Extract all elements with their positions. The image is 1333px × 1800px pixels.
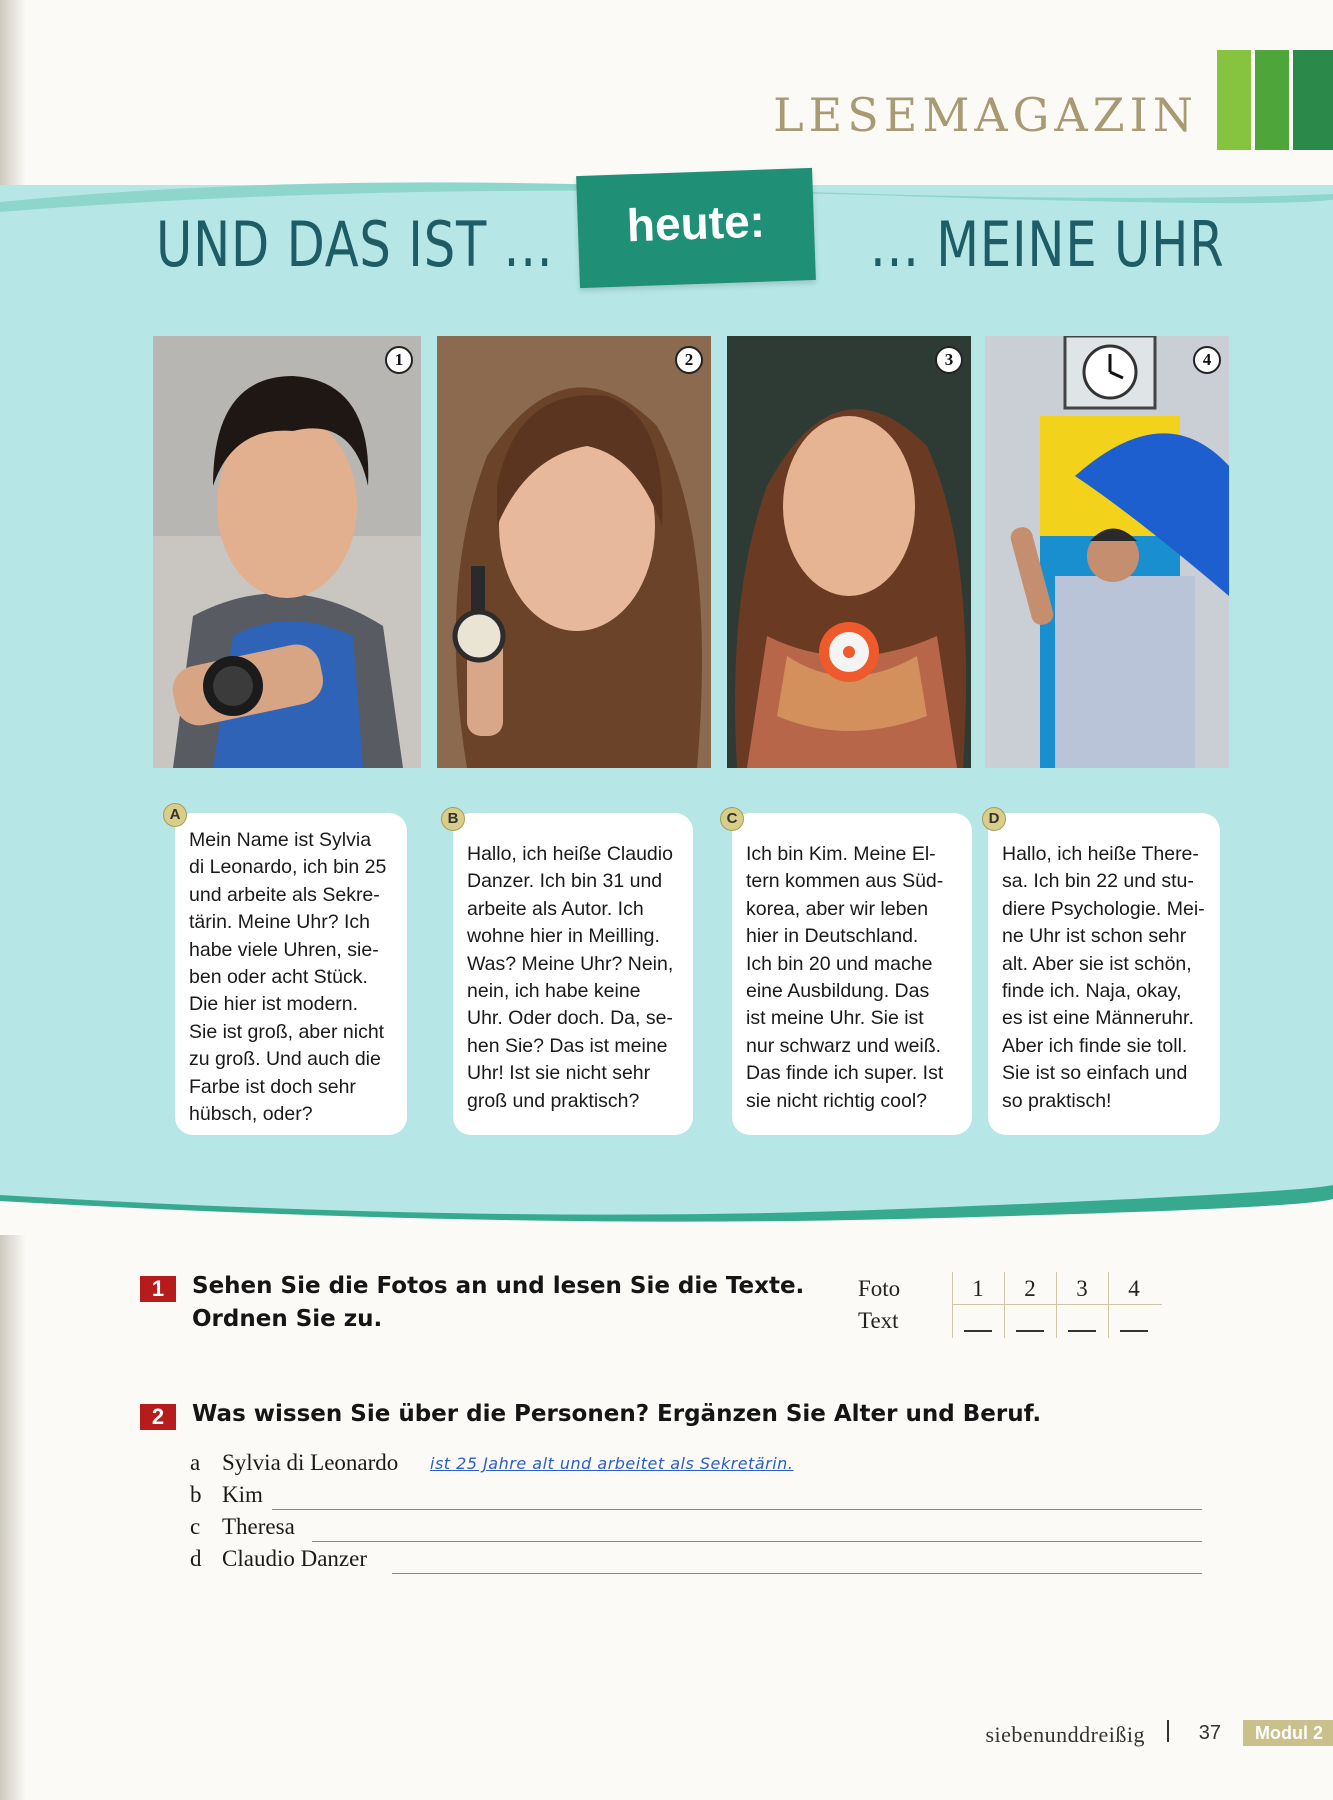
card-line: Uhr! Ist sie nicht sehr: [467, 1062, 651, 1085]
match-answer-blank[interactable]: [1120, 1330, 1148, 1332]
card-line: hen Sie? Das ist meine: [467, 1034, 668, 1057]
card-line: groß und praktisch?: [467, 1089, 640, 1112]
card-line: sie nicht richtig cool?: [746, 1089, 928, 1112]
text-card-a: [169, 806, 407, 1135]
exercise-name: Kim: [222, 1482, 263, 1507]
text-card-b: [447, 810, 693, 1135]
card-line: Uhr. Oder doch. Da, se-: [467, 1007, 673, 1030]
card-line: hübsch, oder?: [189, 1103, 313, 1126]
exercise-row-a: [190, 1450, 1202, 1482]
card-line: Sie ist so einfach und: [1002, 1062, 1188, 1085]
task-1-line-1: Sehen Sie die Fotos an und lesen Sie die Texte.: [192, 1273, 805, 1299]
panel-wave-bottom: [0, 1175, 1333, 1235]
card-letter: D: [982, 807, 1006, 831]
photo-number: 1: [385, 346, 413, 374]
match-table-photo-number: 3: [1076, 1276, 1088, 1301]
today-tag: [576, 168, 816, 288]
photo-number: 2: [675, 346, 703, 374]
text-card-d: [988, 810, 1220, 1135]
section-title: LESEMAGAZIN: [773, 88, 1198, 142]
man-with-black-watch-icon: [153, 336, 421, 768]
card-line: korea, aber wir leben: [746, 897, 929, 920]
footer-separator: [1167, 1720, 1169, 1742]
card-line: sa. Ich bin 22 und stu-: [1002, 870, 1194, 893]
card-line: arbeite als Autor. Ich: [467, 897, 644, 920]
card-line: Ich bin 20 und mache: [746, 952, 933, 975]
match-answer-blank[interactable]: [1016, 1330, 1044, 1332]
match-answer-blank[interactable]: [1068, 1330, 1096, 1332]
photo-4: [985, 336, 1229, 768]
woman-holding-watch-icon: [437, 336, 711, 768]
card-line: tern kommen aus Süd-: [746, 870, 944, 893]
card-line: Sie ist groß, aber nicht: [189, 1020, 385, 1043]
card-line: Aber ich finde sie toll.: [1002, 1034, 1188, 1057]
exercise-answer-line[interactable]: [312, 1541, 1202, 1542]
card-line: diere Psychologie. Mei-: [1002, 897, 1205, 920]
card-line: Hallo, ich heiße Claudio: [467, 843, 673, 865]
match-table-row-text: Text: [858, 1308, 899, 1333]
card-line: habe viele Uhren, sie-: [189, 938, 379, 961]
photo-number: 4: [1193, 346, 1221, 374]
match-table-photo-number: 1: [972, 1276, 984, 1301]
card-line: alt. Aber sie ist schön,: [1002, 952, 1192, 975]
card-line: Danzer. Ich bin 31 und: [467, 870, 663, 893]
module-badge: Modul 2: [1243, 1720, 1333, 1746]
exercise-answer-line[interactable]: [272, 1509, 1202, 1510]
card-letter: B: [441, 807, 465, 831]
card-line: eine Ausbildung. Das: [746, 980, 930, 1003]
match-table-photo-number: 4: [1128, 1276, 1140, 1301]
exercise-name: Claudio Danzer: [222, 1546, 367, 1571]
card-letter: C: [720, 807, 744, 831]
card-line: ben oder acht Stück.: [189, 966, 368, 989]
photo-number: 3: [935, 346, 963, 374]
exercise-letter: b: [190, 1482, 202, 1507]
card-line: Das finde ich super. Ist: [746, 1062, 944, 1085]
photo-1: [153, 336, 421, 768]
page-number: 37: [1198, 1722, 1221, 1744]
task-1-instruction: [192, 1270, 804, 1336]
card-line: tärin. Meine Uhr? Ich: [189, 911, 370, 934]
card-line: di Leonardo, ich bin 25: [189, 856, 387, 879]
match-table-divider: [952, 1304, 1162, 1305]
card-line: so praktisch!: [1002, 1089, 1112, 1112]
exercise-letter: a: [190, 1450, 201, 1475]
card-line: finde ich. Naja, okay,: [1002, 980, 1182, 1003]
card-line: ist meine Uhr. Sie ist: [746, 1007, 924, 1030]
card-line: Die hier ist modern.: [189, 993, 359, 1016]
header-accent-bar: [1293, 50, 1333, 150]
match-answer-blank[interactable]: [964, 1330, 992, 1332]
exercise-name: Theresa: [222, 1514, 295, 1539]
page-number-word: siebenunddreißig: [985, 1722, 1145, 1747]
card-line: ne Uhr ist schon sehr: [1002, 925, 1187, 948]
card-line: Was? Meine Uhr? Nein,: [467, 952, 674, 975]
task-2-number: 2: [140, 1404, 176, 1430]
today-tag-text: heute:: [625, 194, 766, 252]
task-1-line-2: Ordnen Sie zu.: [192, 1306, 383, 1332]
task-2-instruction: Was wissen Sie über die Personen? Ergänzen Sie Alter und Beruf.: [192, 1401, 1042, 1427]
match-table-row-foto: Foto: [858, 1276, 901, 1301]
card-line: Farbe ist doch sehr: [189, 1075, 356, 1098]
headline-left: UND DAS IST ...: [156, 208, 554, 281]
card-line: und arbeite als Sekre-: [189, 883, 380, 906]
match-table-photo-number: 2: [1024, 1276, 1036, 1301]
card-line: Hallo, ich heiße There-: [1002, 843, 1199, 865]
card-line: hier in Deutschland.: [746, 925, 919, 948]
card-line: es ist eine Männeruhr.: [1002, 1007, 1194, 1030]
man-with-umbrella-and-clock-column-icon: [985, 336, 1229, 768]
card-line: wohne hier in Meilling.: [467, 925, 660, 948]
exercise-letter: c: [190, 1514, 201, 1539]
card-line: nur schwarz und weiß.: [746, 1034, 942, 1057]
exercise-row-d: [190, 1546, 1202, 1578]
exercise-row-c: [190, 1514, 1202, 1546]
photo-3: [727, 336, 971, 768]
card-line: Ich bin Kim. Meine El-: [746, 843, 936, 865]
woman-holding-orange-watch-icon: [727, 336, 971, 768]
card-line: zu groß. Und auch die: [189, 1048, 381, 1071]
exercise-answer[interactable]: ist 25 Jahre alt und arbeitet als Sekretärin.: [430, 1454, 794, 1473]
headline-right: ... MEINE UHR: [870, 208, 1225, 281]
card-line: nein, ich habe keine: [467, 980, 641, 1003]
exercise-answer-line[interactable]: [392, 1573, 1202, 1574]
exercise-row-b: [190, 1482, 1202, 1514]
exercise-letter: d: [190, 1546, 202, 1571]
card-line: Mein Name ist Sylvia: [189, 829, 372, 851]
exercise-name: Sylvia di Leonardo: [222, 1450, 399, 1475]
header-accent-bar: [1217, 50, 1251, 150]
header-accent-bar: [1255, 50, 1289, 150]
text-card-c: [726, 810, 972, 1135]
photo-2: [437, 336, 711, 768]
task-1-number: 1: [140, 1276, 176, 1302]
card-letter: A: [163, 803, 187, 827]
